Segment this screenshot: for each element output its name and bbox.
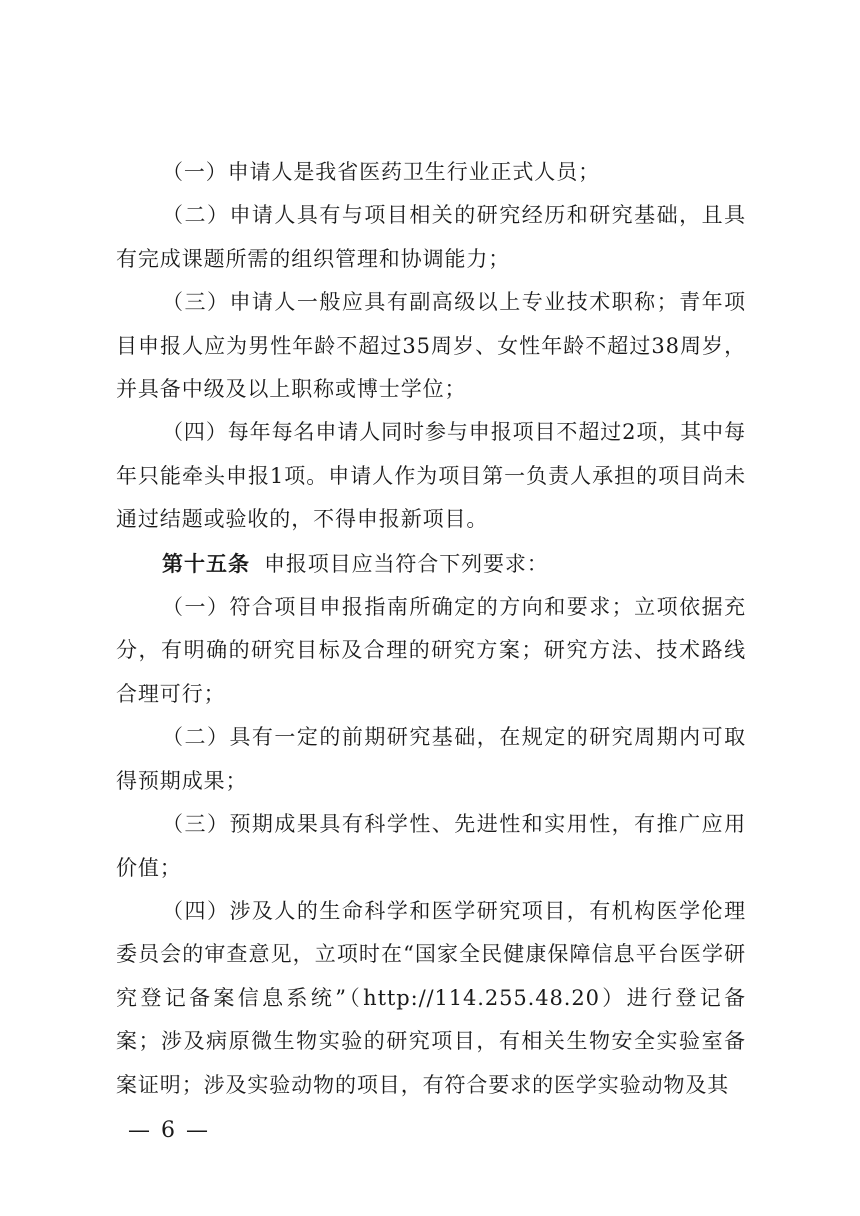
requirement-item-4: （四）涉及人的生命科学和医学研究项目，有机构医学伦理委员会的审查意见，立项时在“国家全民健康保障信息平台医学研究登记备案信息系统”（http://114.255.48.20）进行登记备案；涉及病原微生物实验的研究项目，有相关生物安全实验室备案证明；涉及实验动物的项目，有符合要求的医学实验动物及其 (116, 898, 746, 1097)
article-15 (116, 542, 746, 586)
paragraph-item-4: （四）每年每名申请人同时参与申报项目不超过2项，其中每年只能牵头申报1项。申请人作为项目第一负责人承担的项目尚未通过结题或验收的，不得申报新项目。 (116, 420, 746, 532)
article-text: 申报项目应当符合下列要求： (264, 551, 549, 576)
requirement-item-2: （二）具有一定的前期研究基础，在规定的研究周期内可取得预期成果； (116, 725, 746, 793)
paragraph-item-2: （二）申请人具有与项目相关的研究经历和研究基础，且具有完成课题所需的组织管理和协调能力； (116, 203, 746, 271)
article-heading: 第十五条 (162, 550, 250, 576)
document-body (116, 151, 746, 1107)
requirement-item-3: （三）预期成果具有科学性、先进性和实用性，有推广应用价值； (116, 812, 746, 880)
page-number: — 6 — (128, 1118, 210, 1143)
requirement-item-1: （一）符合项目申报指南所确定的方向和要求；立项依据充分，有明确的研究目标及合理的研究方案；研究方法、技术路线合理可行； (116, 595, 746, 706)
paragraph-item-1: （一）申请人是我省医药卫生行业正式人员； (162, 160, 600, 184)
paragraph-item-3: （三）申请人一般应具有副高级以上专业技术职称；青年项目申报人应为男性年龄不超过35周岁、女性年龄不超过38周岁，并具备中级及以上职称或博士学位； (116, 290, 746, 402)
